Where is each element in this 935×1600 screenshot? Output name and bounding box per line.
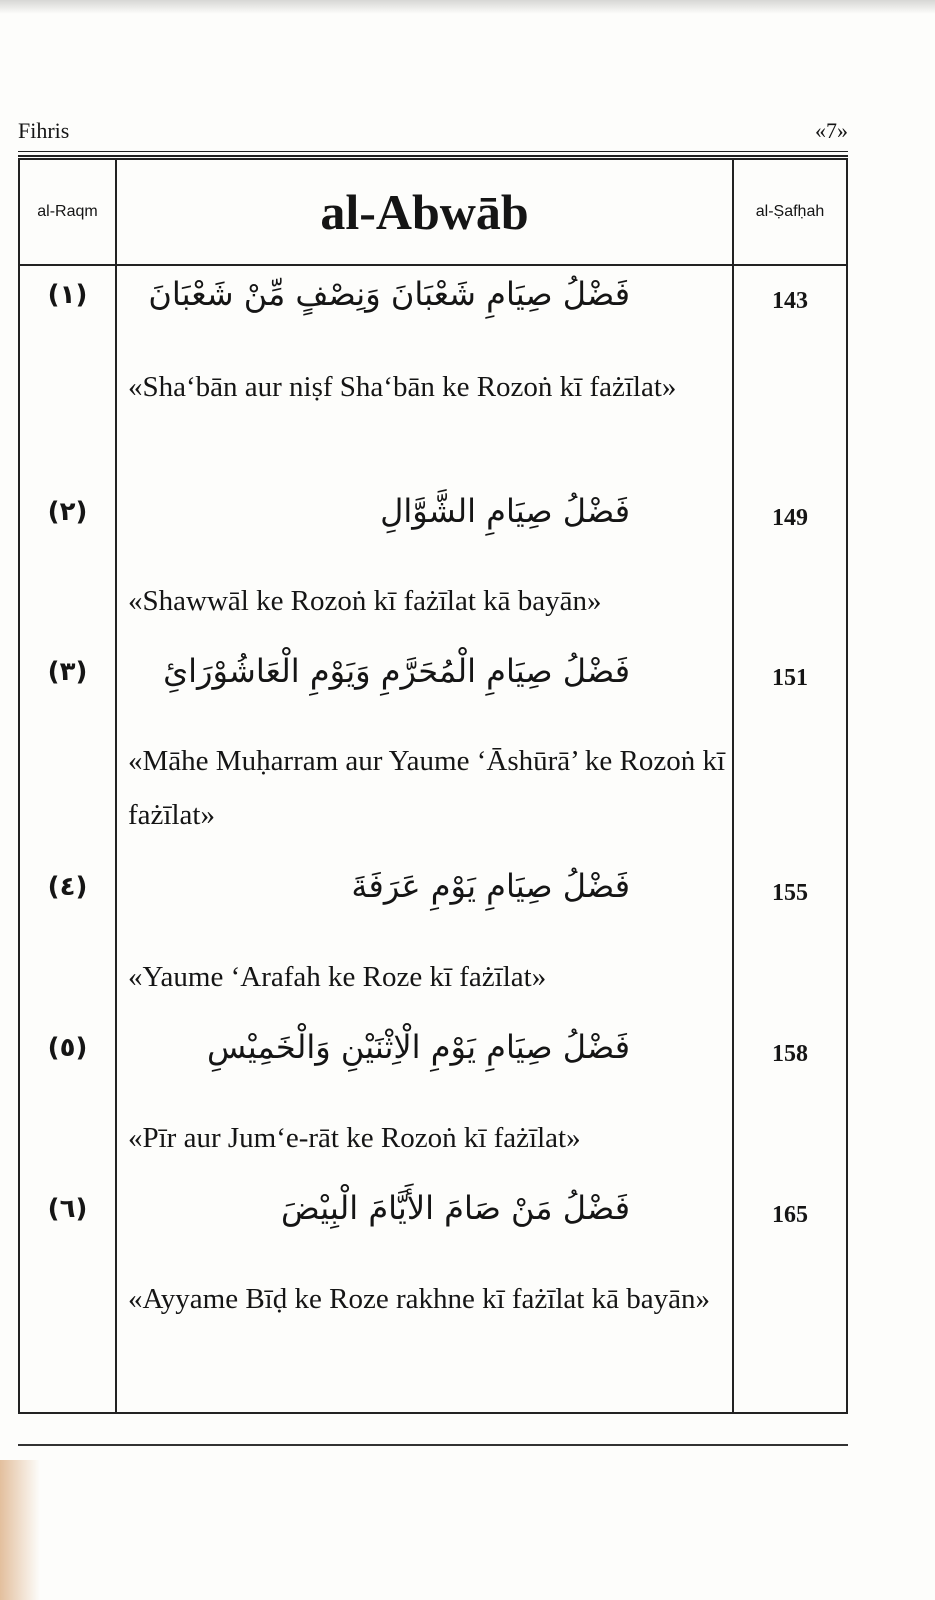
header-divider [20, 264, 846, 266]
page-edge-stain [0, 1460, 40, 1600]
entry-arabic-title: فَضْلُ صِيَامِ شَعْبَانَ وَنِصْفٍ مِّنْ شَعْبَانَ [148, 275, 630, 313]
contents-table [18, 158, 848, 1414]
entry-translation: «Pīr aur Jum‘e-rāt ke Rozoṅ kī fażīlat» [128, 1122, 581, 1154]
entry-number: (٣) [47, 657, 88, 687]
entry-page: 149 [772, 505, 808, 531]
entry-page: 143 [772, 288, 808, 314]
running-head [18, 118, 848, 158]
entry-translation: «Māhe Muḥarram aur Yaume ‘Āshūrā’ ke Rozoṅ kī fażīlat» [128, 745, 726, 831]
entry-page: 165 [772, 1202, 808, 1228]
entry-translation: «Yaume ‘Arafah ke Roze kī fażīlat» [128, 961, 547, 993]
entry-translation: «Ayyame Bīḍ ke Roze rakhne kī fażīlat kā bayān» [128, 1283, 710, 1315]
entry-arabic-title: فَضْلُ صِيَامِ يَوْمِ عَرَفَةَ [351, 867, 630, 905]
page-top-edge [0, 0, 935, 14]
header-page-column: al-Ṣafḥah [755, 203, 825, 220]
footer-rule [18, 1444, 848, 1446]
entry-arabic-title: فَضْلُ صِيَامِ الْمُحَرَّمِ وَيَوْمِ الْعَاشُوْرَائِ [163, 652, 630, 690]
header-rule-thick [18, 155, 848, 157]
entry-translation: «Sha‘bān aur niṣf Sha‘bān ke Rozoṅ kī fażīlat» [128, 371, 677, 403]
entry-number: (٢) [47, 497, 88, 527]
entry-arabic-title: فَضْلُ صِيَامِ يَوْمِ الْاِثْنَيْنِ وَالْخَمِيْسِ [206, 1028, 630, 1066]
running-title: Fihris [18, 118, 70, 143]
entry-number: (٥) [47, 1033, 88, 1063]
entry-page: 151 [772, 665, 808, 691]
entry-arabic-title: فَضْلُ مَنْ صَامَ الأَيَّامَ الْبِيْضَ [281, 1189, 630, 1227]
entry-number: (١) [47, 280, 88, 310]
entry-translation: «Shawwāl ke Rozoṅ kī fażīlat kā bayān» [128, 585, 602, 617]
header-number-column: al-Raqm [37, 203, 98, 220]
entry-number: (٤) [47, 872, 88, 902]
entry-number: (٦) [47, 1194, 88, 1224]
entry-page: 158 [772, 1041, 808, 1067]
header-chapters-column: al-Abwāb [320, 184, 529, 240]
entry-page: 155 [772, 880, 808, 906]
entry-arabic-title: فَضْلُ صِيَامِ الشَّوَّالِ [380, 492, 630, 530]
column-divider [115, 160, 117, 1412]
page-number: «7» [815, 118, 848, 143]
header-rule [18, 151, 848, 152]
